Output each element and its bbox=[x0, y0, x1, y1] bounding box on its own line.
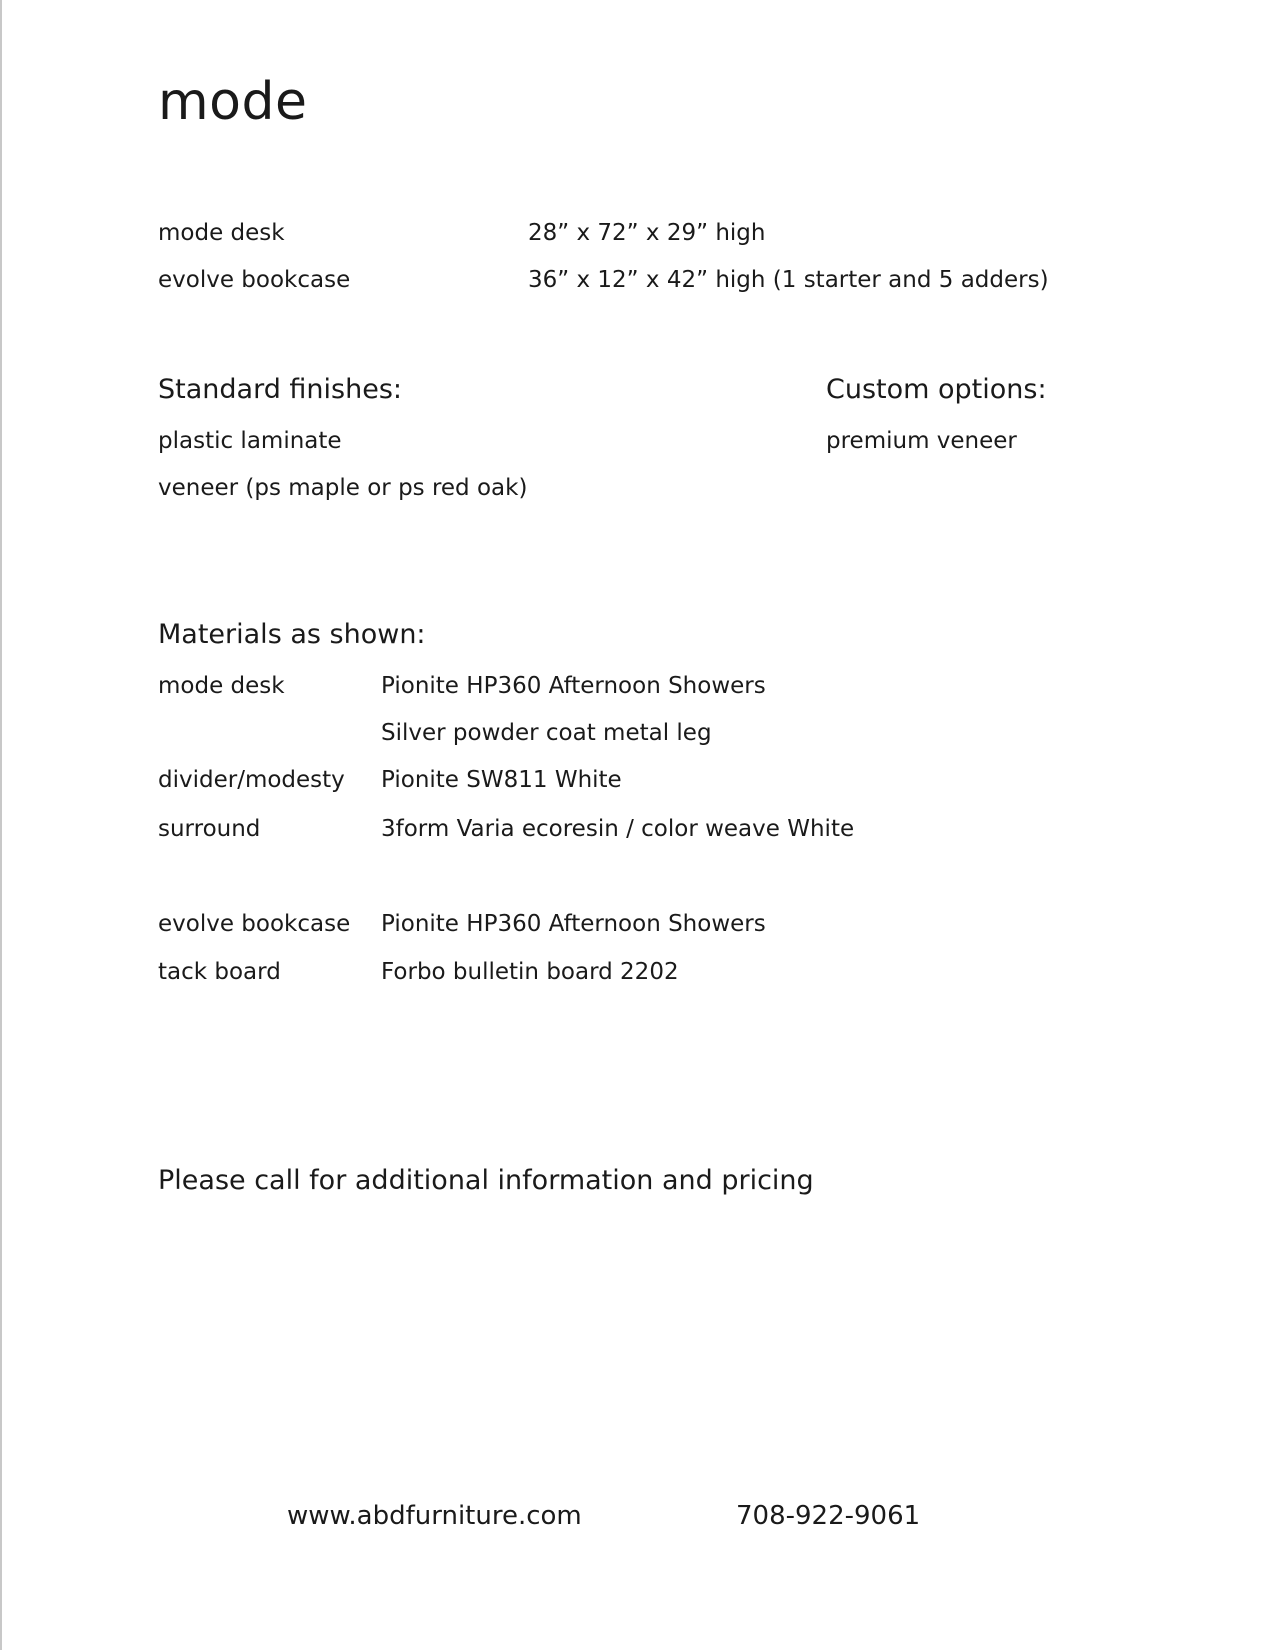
material-value: 3form Varia ecoresin / color weave White bbox=[381, 816, 855, 842]
phone-number: 708-922-9061 bbox=[736, 1501, 921, 1531]
product-name-evolve-bookcase: evolve bookcase bbox=[158, 267, 351, 293]
material-value: Pionite HP360 Afternoon Showers bbox=[381, 911, 766, 937]
product-dims-evolve-bookcase: 36” x 12” x 42” high (1 starter and 5 adders) bbox=[528, 267, 1049, 293]
page-title: mode bbox=[158, 72, 308, 132]
material-value: Pionite HP360 Afternoon Showers bbox=[381, 673, 766, 699]
material-label: surround bbox=[158, 816, 261, 842]
custom-options-heading: Custom options: bbox=[826, 374, 1047, 405]
standard-finishes-heading: Standard finishes: bbox=[158, 374, 402, 405]
material-label: divider/modesty bbox=[158, 767, 345, 793]
material-label: evolve bookcase bbox=[158, 911, 351, 937]
material-value: Pionite SW811 White bbox=[381, 767, 622, 793]
materials-heading: Materials as shown: bbox=[158, 619, 426, 650]
custom-option-item: premium veneer bbox=[826, 428, 1017, 454]
material-label: mode desk bbox=[158, 673, 285, 699]
standard-finish-item: veneer (ps maple or ps red oak) bbox=[158, 475, 528, 501]
page-edge bbox=[0, 0, 2, 1650]
website-link[interactable]: www.abdfurniture.com bbox=[287, 1501, 582, 1531]
standard-finish-item: plastic laminate bbox=[158, 428, 342, 454]
product-dims-mode-desk: 28” x 72” x 29” high bbox=[528, 220, 766, 246]
material-label: tack board bbox=[158, 959, 281, 985]
material-value: Forbo bulletin board 2202 bbox=[381, 959, 679, 985]
material-value: Silver powder coat metal leg bbox=[381, 720, 712, 746]
product-name-mode-desk: mode desk bbox=[158, 220, 285, 246]
pricing-note: Please call for additional information and pricing bbox=[158, 1165, 814, 1196]
